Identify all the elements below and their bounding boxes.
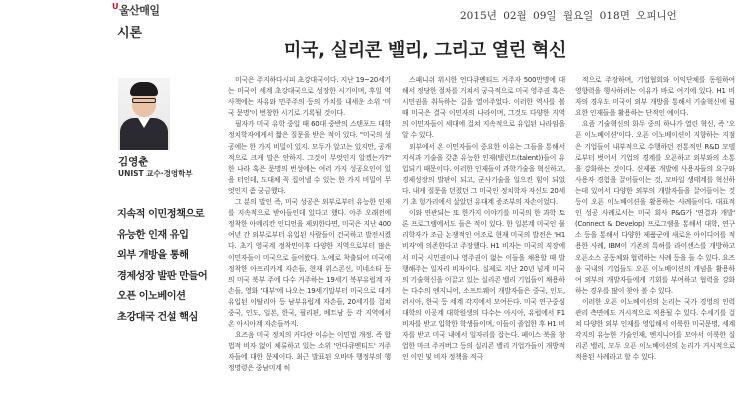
article-headline: 미국, 실리콘 밸리, 그리고 열린 혁신 bbox=[283, 40, 567, 61]
pull-quote-line: 경제성장 발판 만들어 bbox=[117, 269, 208, 282]
dateline: 2015년 02월 09일 월요일 018면 오피니언 bbox=[460, 10, 677, 22]
photo-glasses bbox=[132, 98, 156, 103]
pull-quote-line: 유능한 인재 유입 bbox=[117, 228, 189, 241]
paragraph: 적으로 주장하며, 기업협회와 이익단체를 동원하여 영향력을 행사하려는 이유가 바로 여기에 있다. H1 비자의 경우도 미국이 외부 개방을 통해서 기술혁신에 필요한 인재들을 활용하는 단적인 예이다. bbox=[575, 76, 735, 118]
pull-quote bbox=[117, 205, 227, 328]
author-name: 김영춘 bbox=[118, 156, 149, 168]
paragraph: 이와 연관되는 또 한가지 이야기를 미국의 한 과학 토론 프로그램에서도 들은 적이 있다. 한 일본계 미국인 물리학자가 조금 논쟁적인 어조로 현재 미국의 발전은 'H1 비자'에 의존한다고 주장했다. H1 비자는 미국의 직장에서 미국 시민권이나 영주권이 없는 이들을 채용할 때 발행해주는 일자리 비자이다. 실제로 지난 20년 넘게 미국의 기술혁신을 이끌고 있는 실리콘 밸리 기업들이 채용하는 다수의 엔지니어, 소프트웨어 개발자들은 중국, 인도, 러시아, 한국 등 세계 각지에서 모여든다. 미국 연구중심대학의 이공계 대학원생의 다수는 아시아, 유럽에서 F1 비자를 받고 입학한 학생들이며, 이들이 졸업한 후 H1 비자를 받고 미국 내에서 일자리를 잡는다. 페이스 북을 창업한 마크 주커버그 등의 실리콘 밸리 기업가들이 개방적인 이민 및 비자 정책을 적극 bbox=[402, 209, 565, 362]
logo-mark-icon: U bbox=[112, 2, 118, 11]
paragraph: 요즈음 미국 정치의 커다란 이슈는 이민법 개정. 즉 합법적 비자 없이 체류하고 있는 소위 '언다큐멘티드' 거주자들에 대한 문제이다. 최근 발표된 오바마 행정부의 행정명령은 중남미계 히 bbox=[228, 331, 391, 373]
article-column-2 bbox=[402, 75, 565, 363]
paragraph: 외부에서 온 이민자들이 중요한 이유는 그들을 통해서 지식과 기술을 갖춘 유능한 인재(탤런트(talent))들이 유입되기 때문이다. 이러한 인재들이 과학기술을 혁신하고, 경제성장의 발판이 되고, 군사기술을 일으킨 힘이 되었다. 내게 질문을 던졌던 그 미국인 정치학자 자신도 20세기 초 헝가리에서 살았던 유대계 증조부의 자손이었다. bbox=[402, 142, 565, 207]
section-label: 시론 bbox=[117, 26, 143, 41]
paper-name: 울산매일 bbox=[119, 4, 160, 17]
paragraph: 그 분의 말인 즉, 미국 성공은 외부로부터 유능한 인재를 지속적으로 받아들인데 있다고 했다. 아주 오래전에 정착한 아메리칸 인디언을 제외한다면, 미국은 지난 400여년 간 외부로부터 유입된 사람들이 건국하고 발전시켰다. 초기 영국계 정착민이후 다양한 지역으로부터 많은 이민자들이 미국으로 들어왔다. 노예로 착출되어 미국에 정착한 아프리카계 자손들, 현재 위스콘신, 미네소타 등의 미국 북부 주에 다수 거주하는 19세기 북부유럽계 자손들, 영화 '대부'에 나오는 19세기말부터 미국으로 대거 유입된 이탈리아 등 남부유럽계 자손들, 20세기를 걸쳐 중국, 인도, 일본, 한국, 필리핀, 베트남 등 각 지역에서 온 아시아계 자손들까지. bbox=[228, 198, 391, 329]
paragraph: 요즘 기술혁신의 화두 중의 하나가 열린 혁신, 즉 '오픈 이노베이션'이다. 오픈 이노베이션이 지향하는 지점은 기업들이 내부적으로 수행하던 전통적인 R&D 모델로부터 벗어서 기업의 경계를 오픈하고 외부와의 소통을 강화하는 것이다. 신제품 개발에 사용자들의 요구와 사용자 경험을 끌어들이는 것, 모바일 생태계를 혁신하는데 있어서 다양한 외부의 개발자들을 끌어들이는 것 등이 오픈 이노베이션을 활용하는 사례들이다. 대표적인 성공 사례로서는 미국 회사 P&G가 '연결과 개발' (Connect & Develop) 프로그램을 통해서 대학, 연구소 등을 통해서 다양한 제품군에 새로운 아이디어를 적용한 사례, IBM이 기존의 특허를 라이센스를 개방하고 오픈소스 공동체와 협력하는 사례 등을 들 수 있다. 요즈음 국내의 기업들도 오픈 이노베이션의 개념을 활용하여 외부의 개발자들에게 기회를 부여하고 협력을 강화하는 경우를 많이 찾아 볼 수 있다. bbox=[575, 120, 735, 295]
article-column-3 bbox=[575, 75, 735, 363]
paragraph: 스패니쉬 위시한 언다큐멘티드 거주자 500만명에 대해서 정당한 절차를 거쳐서 궁극적으로 미국 영주권 혹은 시민권을 취득하는 길을 열어주었다. 이러한 역사를 볼 때 미국은 결국 이민자의 나라이며, 그것도 다양한 지역의 이민자들이 세대에 걸쳐 지속적으로 유입된 나라임을 알 수 있다. bbox=[402, 76, 565, 140]
paragraph: 미국은 주지하다시피 초강대국이다. 지난 19~20세기는 미국이 세계 초강대국으로 성장한 시기이며, 후일 역사책에는 자유와 민주주의 등의 가치를 내세운 소위 '미국 문명'이 번창한 시기로 기록될 것이다. bbox=[228, 76, 391, 118]
pull-quote-line: 오픈 이노베이션 bbox=[117, 290, 186, 302]
author-title: UNIST 교수·경영학부 bbox=[118, 169, 193, 178]
article-column-1 bbox=[228, 75, 391, 375]
paragraph: 이러한 오픈 이노베이션의 논리는 국가 경영의 인력관리 측면에도 거시적으로 적용될 수 있다. 수세기를 걸쳐 다양한 외부 인재를 영입해서 이룩한 미국문명, 세계 각지의 유능한 기술인재, 엔지니어를 모아서 이룩한 실리콘 밸리, 모두 오픈 이노베이션의 논리가 거시적으로 적용된 사례라고 할 수 있다. bbox=[575, 297, 735, 362]
newspaper-logo bbox=[112, 2, 160, 18]
pull-quote-line: 지속적 이민정책으로 bbox=[117, 208, 205, 220]
photo-hair bbox=[130, 82, 158, 96]
pull-quote-line: 외부 개방을 통해 bbox=[117, 249, 189, 261]
pull-quote-line: 초강대국 건설 핵심 bbox=[117, 310, 198, 323]
paragraph: 필자가 미국 유학 중일 때 60대 중반의 스탠포드 대학 정치학자에게서 짧은 질문을 받은 적이 있다. "미국의 성공에는 한 가지 비밀이 있지. 모두가 알고는 있지만, 공개적으로 크게 말은 안하지. 그것이 무엇인지 알겠는가?" 한 나라 혹은 문명의 번성에는 여러 가지 성공요인이 있을 터인데, 도대체 꼭 집어낼 수 있는 한 가지 비밀이 무엇인지 좀 궁금했다. bbox=[228, 120, 391, 195]
author-photo bbox=[118, 78, 170, 150]
